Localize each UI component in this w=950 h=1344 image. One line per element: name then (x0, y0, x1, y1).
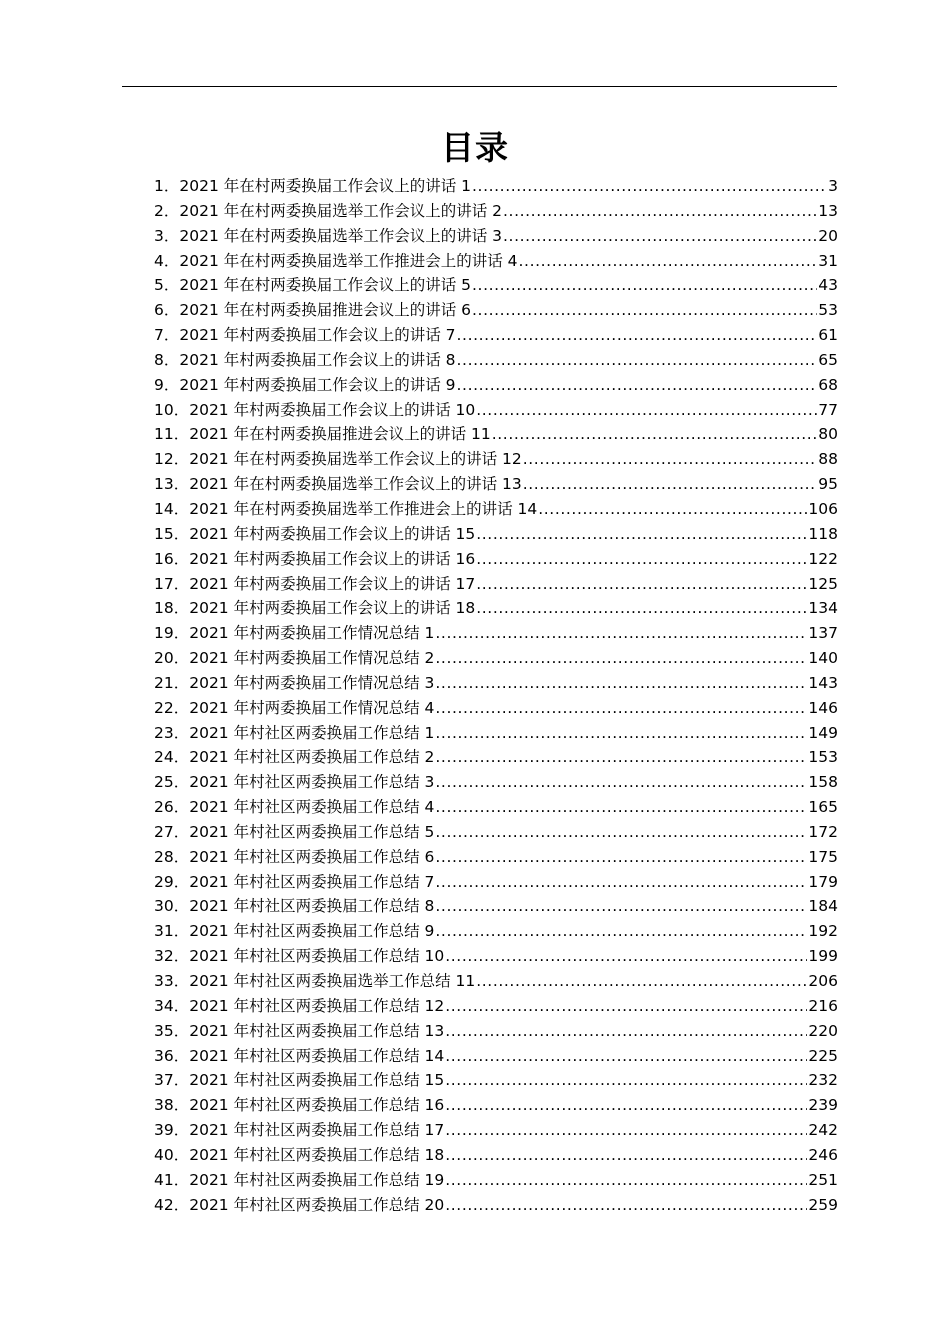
toc-dot-leader (523, 447, 818, 472)
toc-entry-title: 31．2021 年村社区两委换届工作总结 9 (154, 922, 435, 941)
toc-dot-leader (503, 224, 817, 249)
toc-page-number: 158 (808, 773, 838, 792)
toc-entry[interactable] (154, 1068, 838, 1093)
toc-entry-title: 21．2021 年村两委换届工作情况总结 3 (154, 673, 435, 692)
toc-entry[interactable] (154, 795, 838, 820)
toc-entry-title: 7．2021 年村两委换届工作会议上的讲话 7 (154, 326, 456, 345)
toc-entry[interactable] (154, 373, 838, 398)
toc-entry-title: 20．2021 年村两委换届工作情况总结 2 (154, 649, 435, 668)
toc-page-number: 143 (808, 673, 838, 692)
toc-dot-leader (445, 1093, 807, 1118)
toc-entry[interactable] (154, 497, 838, 522)
toc-entry-title: 33．2021 年村社区两委换届选举工作总结 11 (154, 972, 476, 990)
toc-entry-title: 36．2021 年村社区两委换届工作总结 14 (154, 1046, 445, 1065)
toc-entry[interactable] (154, 447, 838, 472)
toc-entry[interactable] (154, 422, 838, 447)
toc-page-number: 242 (808, 1121, 838, 1140)
toc-dot-leader (445, 944, 807, 969)
toc-entry-title: 24．2021 年村社区两委换届工作总结 2 (154, 748, 435, 767)
toc-page-number: 20 (818, 226, 838, 245)
toc-dot-leader (435, 795, 807, 820)
toc-dot-leader (435, 845, 807, 870)
toc-dot-leader (445, 1168, 807, 1193)
toc-entry[interactable] (154, 1118, 838, 1143)
toc-entry[interactable] (154, 894, 838, 919)
toc-entry[interactable] (154, 298, 838, 323)
toc-page-number: 172 (808, 822, 838, 841)
toc-dot-leader (435, 820, 807, 845)
toc-page-number: 88 (818, 450, 838, 469)
toc-dot-leader (503, 199, 817, 224)
toc-page-number: 251 (808, 1170, 838, 1189)
toc-dot-leader (435, 745, 807, 770)
toc-page-number: 118 (808, 524, 838, 543)
toc-page-number: 31 (818, 251, 838, 270)
toc-dot-leader (435, 870, 807, 895)
toc-dot-leader (519, 249, 818, 274)
toc-entry-title: 19．2021 年村两委换届工作情况总结 1 (154, 624, 435, 643)
toc-entry-title: 41．2021 年村社区两委换届工作总结 19 (154, 1170, 445, 1189)
toc-entry[interactable] (154, 547, 838, 572)
toc-entry[interactable] (154, 845, 838, 870)
toc-page-number: 65 (818, 350, 838, 369)
toc-entry[interactable] (154, 745, 838, 770)
toc-entry[interactable] (154, 398, 838, 423)
toc-entry[interactable] (154, 1168, 838, 1193)
toc-entry-title: 17．2021 年村两委换届工作会议上的讲话 17 (154, 574, 476, 593)
toc-entry[interactable] (154, 969, 838, 994)
toc-entry[interactable] (154, 249, 838, 274)
toc-entry-title: 30．2021 年村社区两委换届工作总结 8 (154, 897, 435, 916)
toc-dot-leader (445, 994, 807, 1019)
toc-page-number: 165 (808, 798, 838, 817)
toc-dot-leader (492, 422, 818, 447)
toc-page-number: 239 (808, 1096, 838, 1115)
toc-page-number: 68 (818, 375, 838, 394)
toc-entry-title: 6．2021 年在村两委换届推进会议上的讲话 6 (154, 301, 472, 320)
toc-entry[interactable] (154, 770, 838, 795)
toc-page-number: 225 (808, 1046, 838, 1065)
toc-entry[interactable] (154, 1044, 838, 1069)
toc-dot-leader (538, 497, 807, 522)
toc-page-number: 184 (808, 897, 838, 916)
page-title: 目录 (441, 128, 509, 167)
toc-entry-title: 23．2021 年村社区两委换届工作总结 1 (154, 723, 435, 742)
toc-entry[interactable] (154, 323, 838, 348)
toc-page-number: 106 (808, 499, 838, 518)
toc-entry-title: 10．2021 年村两委换届工作会议上的讲话 10 (154, 400, 476, 419)
toc-page-number: 259 (808, 1195, 838, 1214)
toc-entry[interactable] (154, 199, 838, 224)
toc-page-number: 140 (808, 649, 838, 668)
toc-dot-leader (476, 969, 807, 994)
toc-entry[interactable] (154, 621, 838, 646)
toc-page-number: 199 (808, 947, 838, 966)
toc-page-number: 137 (808, 624, 838, 643)
toc-page-number: 232 (808, 1071, 838, 1090)
toc-entry-title: 25．2021 年村社区两委换届工作总结 3 (154, 773, 435, 792)
toc-page-number: 43 (818, 276, 838, 295)
toc-entry[interactable] (154, 870, 838, 895)
toc-entry[interactable] (154, 696, 838, 721)
toc-entry[interactable] (154, 919, 838, 944)
toc-entry[interactable] (154, 572, 838, 597)
toc-entry-title: 15．2021 年村两委换届工作会议上的讲话 15 (154, 524, 476, 543)
toc-dot-leader (435, 919, 807, 944)
toc-entry-title: 28．2021 年村社区两委换届工作总结 6 (154, 847, 435, 866)
toc-page-number: 80 (818, 425, 838, 444)
toc-entry[interactable] (154, 820, 838, 845)
toc-entry-title: 16．2021 年村两委换届工作会议上的讲话 16 (154, 549, 476, 568)
toc-dot-leader (523, 472, 818, 497)
toc-entry[interactable] (154, 994, 838, 1019)
toc-entry-title: 26．2021 年村社区两委换届工作总结 4 (154, 798, 435, 817)
toc-entry-title: 12．2021 年在村两委换届选举工作会议上的讲话 12 (154, 450, 522, 469)
toc-dot-leader (435, 770, 807, 795)
toc-entry-title: 2．2021 年在村两委换届选举工作会议上的讲话 2 (154, 201, 503, 220)
toc-page-number: 134 (808, 599, 838, 618)
toc-page-number: 122 (808, 549, 838, 568)
toc-entry-title: 1．2021 年在村两委换届工作会议上的讲话 1 (154, 177, 472, 195)
toc-dot-leader (435, 721, 807, 746)
toc-entry[interactable] (154, 1093, 838, 1118)
toc-page-number: 3 (828, 177, 838, 195)
toc-entry-title: 35．2021 年村社区两委换届工作总结 13 (154, 1021, 445, 1040)
toc-page-number: 61 (818, 326, 838, 345)
toc-page-number: 95 (818, 475, 838, 494)
toc-entry-title: 37．2021 年村社区两委换届工作总结 15 (154, 1071, 445, 1090)
toc-entry[interactable] (154, 472, 838, 497)
toc-entry[interactable] (154, 348, 838, 373)
toc-dot-leader (435, 646, 807, 671)
toc-page-number: 149 (808, 723, 838, 742)
toc-dot-leader (472, 174, 827, 199)
toc-entry[interactable] (154, 1143, 838, 1168)
toc-page-number: 206 (808, 972, 838, 990)
toc-dot-leader (476, 572, 807, 597)
toc-dot-leader (476, 596, 807, 621)
toc-page-number: 216 (808, 996, 838, 1015)
toc-page-number: 125 (808, 574, 838, 593)
toc-entry-title: 42．2021 年村社区两委换届工作总结 20 (154, 1195, 445, 1214)
toc-page-number: 179 (808, 872, 838, 891)
toc-page-number: 192 (808, 922, 838, 941)
toc-entry-title: 22．2021 年村两委换届工作情况总结 4 (154, 698, 435, 717)
toc-entry-title: 4．2021 年在村两委换届选举工作推进会上的讲话 4 (154, 251, 518, 270)
toc-entry-title: 27．2021 年村社区两委换届工作总结 5 (154, 822, 435, 841)
toc-entry-title: 11．2021 年在村两委换届推进会议上的讲话 11 (154, 425, 491, 444)
toc-page-number: 146 (808, 698, 838, 717)
toc-dot-leader (472, 273, 817, 298)
toc-entry-title: 5．2021 年在村两委换届工作会议上的讲话 5 (154, 276, 472, 295)
toc-entry-title: 34．2021 年村社区两委换届工作总结 12 (154, 996, 445, 1015)
toc-entry-title: 13．2021 年在村两委换届选举工作会议上的讲话 13 (154, 475, 522, 494)
toc-entry-title: 38．2021 年村社区两委换届工作总结 16 (154, 1096, 445, 1115)
toc-dot-leader (445, 1143, 807, 1168)
toc-page-number: 77 (818, 400, 838, 419)
toc-dot-leader (445, 1068, 807, 1093)
toc-dot-leader (476, 547, 807, 572)
toc-entry[interactable] (154, 596, 838, 621)
toc-dot-leader (472, 298, 817, 323)
toc-dot-leader (457, 373, 818, 398)
header-rule (122, 86, 837, 87)
toc-entry[interactable] (154, 522, 838, 547)
toc-page-number: 175 (808, 847, 838, 866)
toc-entry-title: 14．2021 年在村两委换届选举工作推进会上的讲话 14 (154, 499, 538, 518)
toc-entry[interactable] (154, 273, 838, 298)
toc-dot-leader (476, 522, 807, 547)
toc-entry[interactable] (154, 1193, 838, 1218)
toc-entry-title: 18．2021 年村两委换届工作会议上的讲话 18 (154, 599, 476, 618)
toc-entry-title: 40．2021 年村社区两委换届工作总结 18 (154, 1145, 445, 1164)
toc-page-number: 220 (808, 1021, 838, 1040)
toc-entry[interactable] (154, 1019, 838, 1044)
table-of-contents (154, 174, 838, 1217)
toc-dot-leader (445, 1019, 807, 1044)
toc-dot-leader (445, 1193, 807, 1218)
toc-entry-title: 32．2021 年村社区两委换届工作总结 10 (154, 947, 445, 966)
toc-dot-leader (435, 696, 807, 721)
toc-dot-leader (435, 671, 807, 696)
toc-dot-leader (445, 1044, 807, 1069)
toc-entry[interactable] (154, 174, 838, 199)
toc-entry-title: 3．2021 年在村两委换届选举工作会议上的讲话 3 (154, 226, 503, 245)
toc-page-number: 53 (818, 301, 838, 320)
toc-page-number: 13 (818, 201, 838, 220)
toc-dot-leader (435, 621, 807, 646)
toc-dot-leader (435, 894, 807, 919)
toc-page-number: 153 (808, 748, 838, 767)
toc-entry[interactable] (154, 224, 838, 249)
toc-entry[interactable] (154, 646, 838, 671)
toc-dot-leader (476, 398, 817, 423)
toc-dot-leader (457, 323, 818, 348)
toc-page-number: 246 (808, 1145, 838, 1164)
toc-entry[interactable] (154, 944, 838, 969)
toc-entry-title: 8．2021 年村两委换届工作会议上的讲话 8 (154, 350, 456, 369)
toc-entry-title: 29．2021 年村社区两委换届工作总结 7 (154, 872, 435, 891)
toc-entry-title: 9．2021 年村两委换届工作会议上的讲话 9 (154, 375, 456, 394)
toc-dot-leader (445, 1118, 807, 1143)
toc-entry[interactable] (154, 671, 838, 696)
toc-entry-title: 39．2021 年村社区两委换届工作总结 17 (154, 1121, 445, 1140)
toc-dot-leader (457, 348, 818, 373)
toc-entry[interactable] (154, 721, 838, 746)
